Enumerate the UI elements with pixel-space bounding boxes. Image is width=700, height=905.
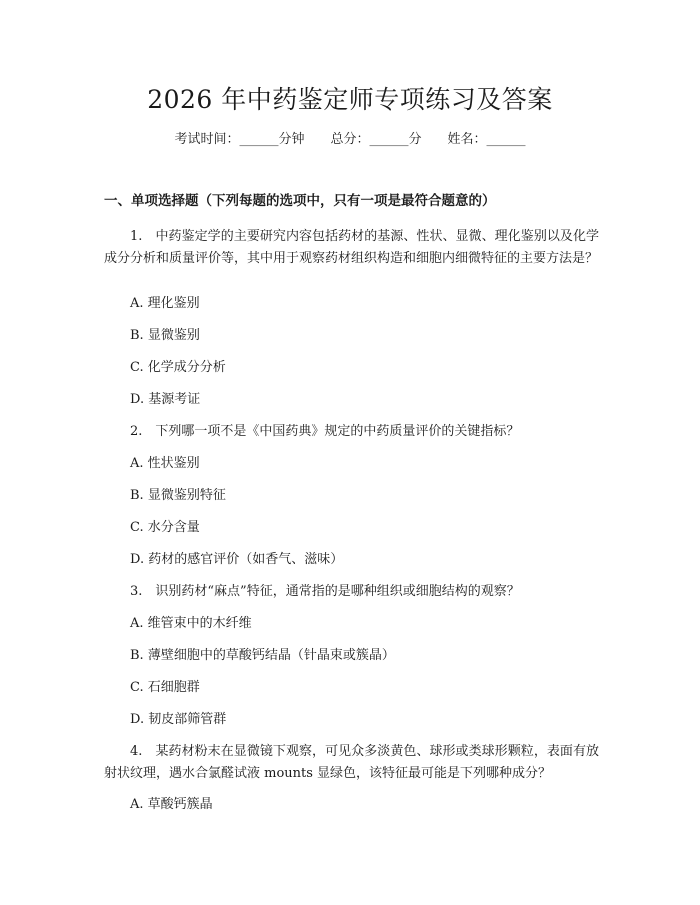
question-4 xyxy=(104,741,599,785)
option-2b: B. 显微鉴别特征 xyxy=(130,488,226,503)
option-3d: D. 韧皮部筛管群 xyxy=(130,712,227,727)
option-1d: D. 基源考证 xyxy=(130,392,201,407)
page-title: 2026 年中药鉴定师专项练习及答案 xyxy=(147,85,553,114)
section-heading: 一、单项选择题（下列每题的选项中，只有一项是最符合题意的） xyxy=(104,193,496,209)
question-3 xyxy=(104,581,599,603)
exam-time-field: 考试时间：______分钟 xyxy=(174,132,305,147)
question-text: 1. 中药鉴定学的主要研究内容包括药材的基源、性状、显微、理化鉴别以及化学成分分析和质量评价等，其中用于观察药材组织构造和细胞内细微特征的主要方法是？ xyxy=(104,229,599,266)
option-2d: D. 药材的感官评价（如香气、滋味） xyxy=(130,552,344,567)
question-text: 3. 识别药材“麻点”特征，通常指的是哪种组织或细胞结构的观察？ xyxy=(130,584,520,599)
question-2 xyxy=(104,421,599,443)
question-text: 4. 某药材粉末在显微镜下观察，可见众多淡黄色、球形或类球形颗粒，表面有放射状纹理，遇水合氯醛试液 mounts 显绿色，该特征最可能是下列哪种成分？ xyxy=(104,744,599,781)
option-2a: A. 性状鉴别 xyxy=(130,456,200,471)
option-1c: C. 化学成分分析 xyxy=(130,360,226,375)
option-3a: A. 维管束中的木纤维 xyxy=(130,616,252,631)
option-3b: B. 薄壁细胞中的草酸钙结晶（针晶束或簇晶） xyxy=(130,648,395,663)
option-1a: A. 理化鉴别 xyxy=(130,296,200,311)
question-text: 2. 下列哪一项不是《中国药典》规定的中药质量评价的关键指标？ xyxy=(130,424,520,439)
total-score-field: 总分：______分 xyxy=(330,132,422,147)
option-4a: A. 草酸钙簇晶 xyxy=(130,797,213,812)
option-3c: C. 石细胞群 xyxy=(130,680,200,695)
option-1b: B. 显微鉴别 xyxy=(130,328,200,343)
question-1 xyxy=(104,226,599,270)
option-2c: C. 水分含量 xyxy=(130,520,200,535)
exam-info-line xyxy=(0,130,700,150)
name-field: 姓名：______ xyxy=(447,132,526,147)
